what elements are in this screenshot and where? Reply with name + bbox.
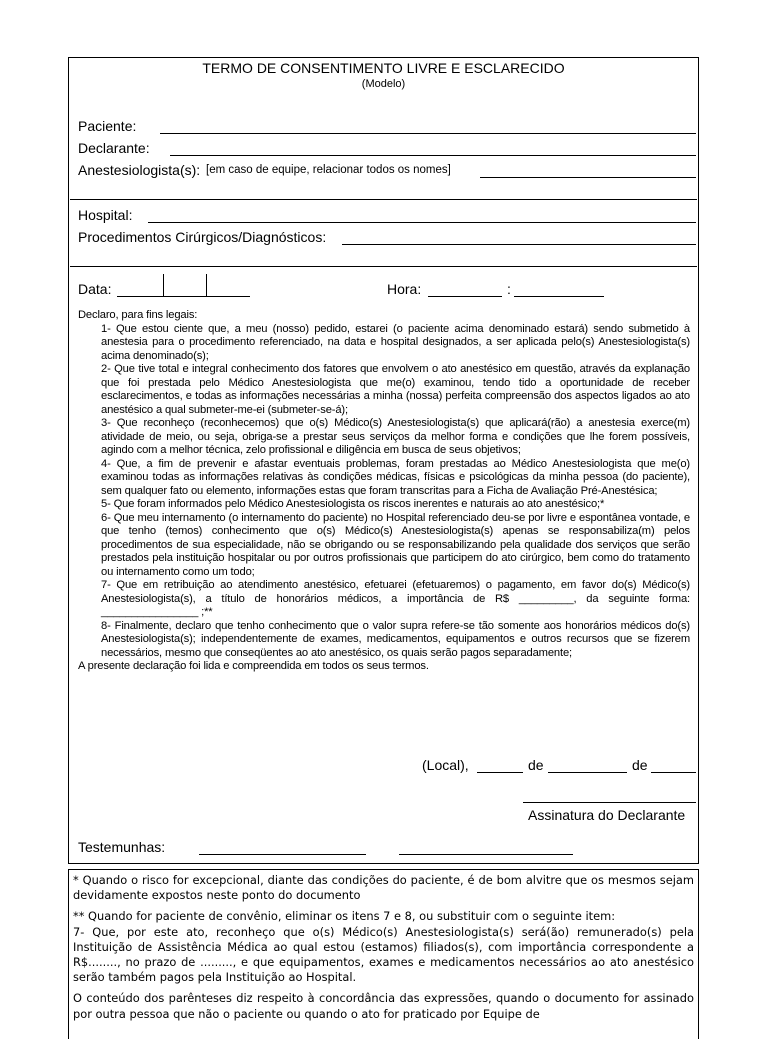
procedimentos-label: Procedimentos Cirúrgicos/Diagnósticos: bbox=[78, 229, 327, 245]
data-separator bbox=[206, 274, 207, 297]
witness-2-field[interactable] bbox=[399, 854, 573, 855]
data-field[interactable] bbox=[117, 296, 250, 297]
section-divider bbox=[70, 266, 697, 267]
declaration-item-7: 7- Que em retribuição ao atendimento anestésico, efetuarei (efetuaremos) o pagamento, em favor do(s) Médico(s) Anestesiologista(s), a título de honorários médicos, a importância de R$ _________, da seguinte forma: ________________ ;** bbox=[101, 579, 690, 618]
declaration-item-5: 5- Que foram informados pelo Médico Anestesiologista os riscos inerentes e naturais ao ato anestésico;* bbox=[101, 498, 605, 510]
signature-label: Assinatura do Declarante bbox=[528, 807, 686, 823]
local-month-field[interactable] bbox=[548, 772, 627, 773]
hora-minutes-field[interactable] bbox=[514, 296, 604, 297]
declarante-label: Declarante: bbox=[78, 140, 150, 156]
declaration-text bbox=[78, 309, 690, 674]
hospital-field[interactable] bbox=[148, 222, 696, 223]
declaration-closing: A presente declaração foi lida e compreendida em todos os seus termos. bbox=[78, 660, 429, 672]
de-label: de bbox=[528, 757, 544, 773]
section-divider bbox=[70, 199, 697, 200]
hora-hours-field[interactable] bbox=[428, 296, 502, 297]
anestesiologista-field[interactable] bbox=[480, 177, 696, 178]
declaration-intro: Declaro, para fins legais: bbox=[78, 309, 198, 321]
local-day-field[interactable] bbox=[477, 772, 523, 773]
form-subtitle: (Modelo) bbox=[361, 78, 406, 90]
data-label: Data: bbox=[78, 281, 112, 297]
paciente-field[interactable] bbox=[160, 133, 696, 134]
footnote-risk: * Quando o risco for excepcional, diante das condições do paciente, é de bom alvitre que os mesmos sejam devidamente expostos neste ponto do documento bbox=[73, 873, 694, 903]
declaration-item-1: 1- Que estou ciente que, a meu (nosso) pedido, estarei (o paciente acima denominado estará) sendo submetido à anestesia para o procedimento referenciado, na data e hospital designados, a ser aplicada pelo(s) Anestesiologista(s) acima denominado(s); bbox=[101, 322, 690, 362]
footnote-parentheses: O conteúdo dos parênteses diz respeito à concordância das expressões, quando o documento for assinado por outra pessoa que não o paciente ou quando o ato for praticado por Equipe de bbox=[73, 991, 694, 1021]
declaration-item-6: 6- Que meu internamento (o internamento do paciente) no Hospital referenciado deu-se por livre e espontânea vontade, e que tenho (temos) conhecimento que o(s) Médico(s) Anestesiologista(s) apenas se responsabiliza(m) pelos procedimentos de sua especialidade, não se obrigando ou se responsabilizando pela qualidade dos serviços que serão prestados pela instituição hospitalar ou por outros profissionais que participem do ato cirúrgico, bem como do tratamento ou internamento como um todo; bbox=[101, 511, 690, 578]
data-separator bbox=[163, 274, 164, 297]
footnote-convenio-title: ** Quando for paciente de convênio, eliminar os itens 7 e 8, ou substituir com o seguinte item: bbox=[73, 909, 616, 924]
procedimentos-field[interactable] bbox=[342, 244, 696, 245]
de-label: de bbox=[632, 757, 648, 773]
form-title: TERMO DE CONSENTIMENTO LIVRE E ESCLARECIDO bbox=[202, 60, 565, 76]
signature-line[interactable] bbox=[523, 802, 696, 803]
declaration-item-8: 8- Finalmente, declaro que tenho conhecimento que o valor supra refere-se tão somente aos honorários médicos do(s) Anestesiologista(s); independentemente de exames, medicamentos, equipamentos e outros recursos que se fizerem necessários, mesmo que conseqüentes ao ato anestésico, os quais serão pagos separadamente; bbox=[101, 619, 690, 659]
witness-1-field[interactable] bbox=[199, 854, 366, 855]
declaration-item-4: 4- Que, a fim de prevenir e afastar eventuais problemas, foram prestadas ao Médico Anestesiologista que me(o) examinou todas as informações relativas às condições médicas, físicas e psicológicas da minha pessoa (do paciente), sem qualquer fato ou elemento, informações estas que foram transcritas para a Ficha de Avaliação Pré-Anestésica; bbox=[101, 457, 690, 497]
hora-label: Hora: bbox=[387, 281, 422, 297]
declarante-field[interactable] bbox=[170, 155, 696, 156]
local-year-field[interactable] bbox=[651, 772, 696, 773]
paciente-label: Paciente: bbox=[78, 118, 137, 134]
local-label: (Local), bbox=[422, 757, 469, 773]
declaration-item-3: 3- Que reconheço (reconhecemos) que o(s) Médico(s) Anestesiologista(s) que aplicará(rão) a anestesia exerce(m) atividade de meio, ou seja, obriga-se a prestar seus serviços da melhor forma e condições que lhe forem possíveis, agindo com a melhor técnica, zelo profissional e diligência em busca de seus objetivos; bbox=[101, 417, 690, 456]
anestesiologista-hint: [em caso de equipe, relacionar todos os nomes] bbox=[206, 164, 451, 176]
footnotes-box bbox=[68, 869, 699, 1039]
declaration-item-2: 2- Que tive total e integral conhecimento dos fatores que envolvem o ato anestésico em questão, através da explanação que foi prestada pelo Médico Anestesiologista que me(o) examinou, tendo tido a oportunidade de receber esclarecimentos, e todas as informações necessárias a minha (nossa) perfeita compreensão dos aspectos ligados ao ato anestésico a qual submeter-me-ei (submeter-se-á); bbox=[101, 363, 690, 416]
testemunhas-label: Testemunhas: bbox=[78, 839, 166, 855]
hospital-label: Hospital: bbox=[78, 207, 133, 223]
anestesiologista-label: Anestesiologista(s): bbox=[78, 162, 201, 178]
footnote-convenio-body: 7- Que, por este ato, reconheço que o(s) Médico(s) Anestesiologista(s) será(ão) remunerado(s) pela Instituição de Assistência Médica ao qual estou (estamos) filiados(s), com importância correspondente a R$........, no prazo de ........., e que equipamentos, exames e medicamentos necessários ao ato anestésico serão também pagos pela Instituição ao Hospital. bbox=[73, 924, 694, 985]
hora-separator: : bbox=[507, 281, 511, 297]
